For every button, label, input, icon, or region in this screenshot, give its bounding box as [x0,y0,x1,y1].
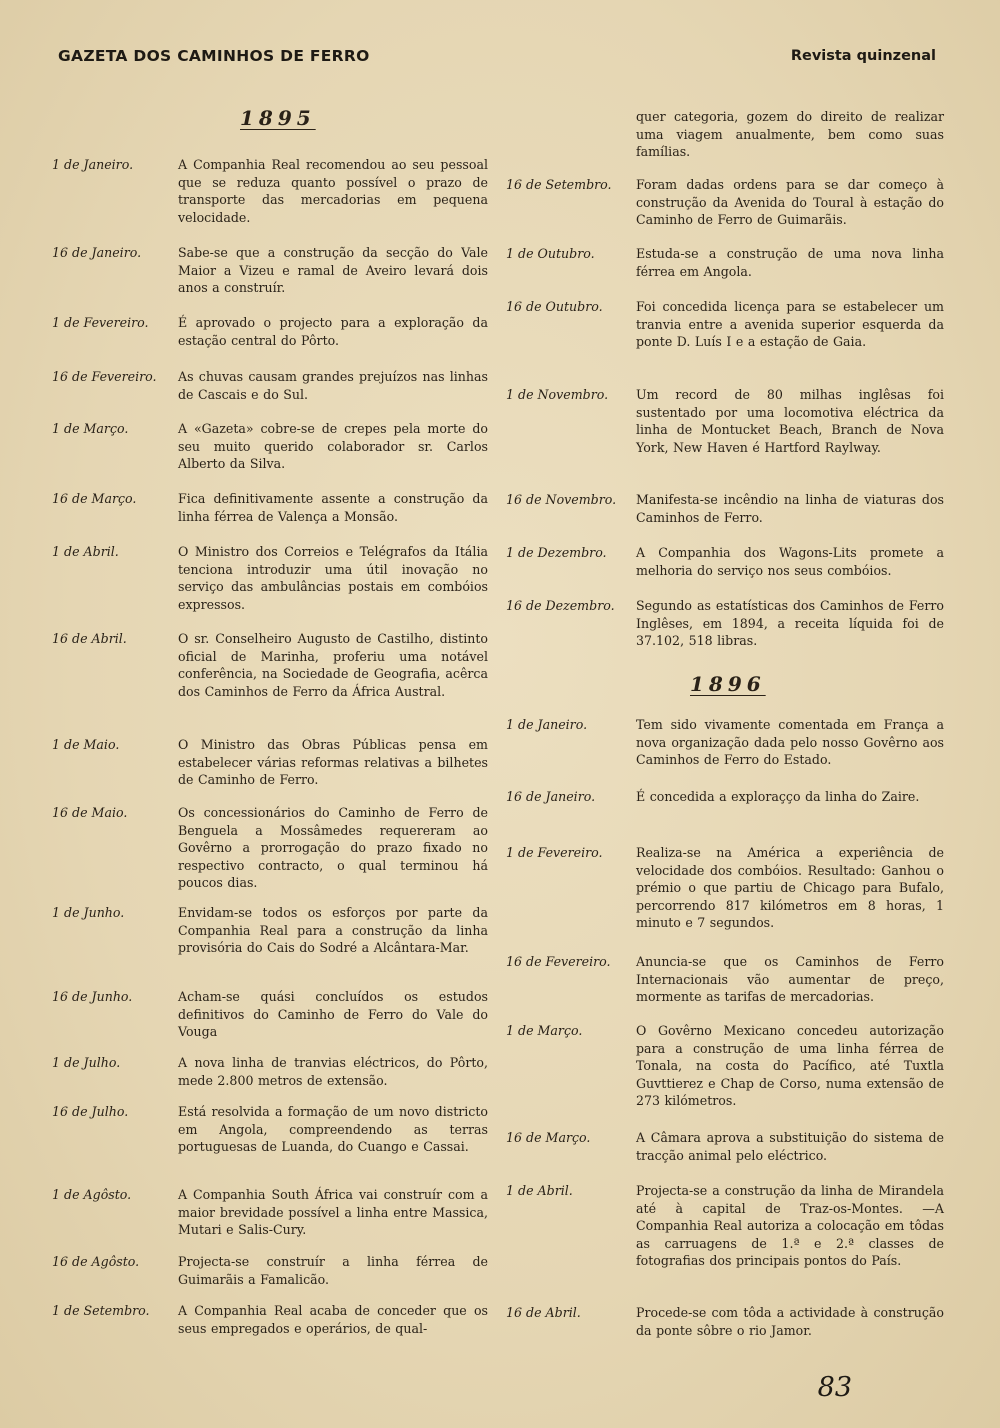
chronology-entry [506,1022,944,1110]
entry-text: A Companhia Real recomendou ao seu pessoal que se reduza quanto possível o prazo de transporte das mercadorias em pequena velocidade. [178,157,488,225]
entry-date: 1 de Setembro. [52,1303,150,1318]
entry-date: 16 de Fevereiro. [506,954,611,969]
entry-text: É concedida a exploraçço da linha do Zaire. [636,789,920,804]
chronology-entry [506,544,944,579]
chronology-entry [506,597,944,650]
entry-text: Estuda-se a construção de uma nova linha férrea em Angola. [636,246,944,279]
entry-date: 1 de Janeiro. [52,157,134,172]
entry-text: Envidam-se todos os esforços por parte da Companhia Real para a construção da linha provisória do Cais do Sodré a Alcântara-Mar. [178,905,488,955]
entry-date: 1 de Março. [506,1023,583,1038]
entry-date: 16 de Julho. [52,1104,129,1119]
entry-text: Os concessionários do Caminho de Ferro de Benguela a Mossâmedes requereram ao Govêrno a prorrogação do prazo fixado no respectivo contracto, o qual terminou há poucos dias. [178,805,488,890]
chronology-entry [506,1304,944,1339]
entry-text: Procede-se com tôda a actividade à construção da ponte sôbre o rio Jamor. [636,1305,944,1338]
entry-date: 16 de Março. [506,1130,591,1145]
chronology-entry [506,491,944,526]
entry-text: O sr. Conselheiro Augusto de Castilho, distinto oficial de Marinha, proferiu uma notável conferência, na Sociedade de Geografia, acêrca dos Caminhos de Ferro da África Austral. [178,631,488,699]
entry-date: 16 de Março. [52,491,137,506]
entry-text: As chuvas causam grandes prejuízos nas linhas de Cascais e do Sul. [178,369,488,402]
entry-date: 1 de Agôsto. [52,1187,132,1202]
entry-date: 1 de Abril. [506,1183,573,1198]
chronology-entry [52,804,488,892]
chronology-entry [506,386,944,456]
chronology-entry [52,988,488,1041]
chronology-entry [52,736,488,789]
entry-text: Tem sido vivamente comentada em França a nova organização dada pelo nosso Govêrno aos Caminhos de Ferro do Estado. [636,717,944,767]
entry-date: 1 de Fevereiro. [506,845,603,860]
year-heading-1895: 1895 [240,106,316,130]
entry-text: Segundo as estatísticas dos Caminhos de Ferro Inglêses, em 1894, a receita líquida foi de 37.102, 518 libras. [636,598,944,648]
chronology-entry [52,1186,488,1239]
continuation-text-block [506,108,944,161]
entry-date: 1 de Março. [52,421,129,436]
chronology-entry [506,176,944,229]
entry-date: 16 de Janeiro. [52,245,142,260]
entry-date: 16 de Dezembro. [506,598,615,613]
entry-date: 16 de Fevereiro. [52,369,157,384]
publication-subtitle: Revista quinzenal [790,48,936,64]
entry-date: 16 de Outubro. [506,299,603,314]
chronology-entry [52,244,488,297]
entry-text: A nova linha de tranvias eléctricos, do Pôrto, mede 2.800 metros de extensão. [178,1055,488,1088]
entry-text: Foi concedida licença para se estabelecer um tranvia entre a avenida superior esquerda da ponte D. Luís I e a estação de Gaia. [636,299,944,349]
chronology-entry [52,1054,488,1089]
chronology-entry [506,844,944,932]
entry-text: Manifesta-se incêndio na linha de viaturas dos Caminhos de Ferro. [636,492,944,525]
entry-date: 16 de Setembro. [506,177,612,192]
entry-date: 1 de Maio. [52,737,120,752]
entry-text: Realiza-se na América a experiência de velocidade dos combóios. Resultado: Ganhou o prémio o que partiu de Chicago para Bufalo, percorrendo 817 kilómetros em 8 horas, 1 minuto e 7 segundos. [636,845,944,930]
entry-date: 1 de Janeiro. [506,717,588,732]
page-number: 83 [817,1372,852,1403]
chronology-entry [506,1182,944,1270]
publication-title: GAZETA DOS CAMINHOS DE FERRO [58,47,370,65]
chronology-entry [506,716,944,769]
entry-date: 16 de Abril. [52,631,127,646]
entry-date: 16 de Novembro. [506,492,617,507]
chronology-entry [52,420,488,473]
entry-text: A Companhia South África vai construír com a maior brevidade possível a linha entre Massica, Mutari e Salis-Cury. [178,1187,488,1237]
entry-date: 16 de Abril. [506,1305,581,1320]
entry-text: A Companhia dos Wagons-Lits promete a melhoria do serviço nos seus combóios. [636,545,944,578]
entry-date: 1 de Novembro. [506,387,609,402]
entry-text: O Ministro dos Correios e Telégrafos da Itália tenciona introduzir uma útil inovação no serviço das ambulâncias postais em combóios expressos. [178,544,488,612]
entry-text: Projecta-se construír a linha férrea de Guimarãis a Famalicão. [178,1254,488,1287]
chronology-entry [52,1302,488,1337]
entry-text: Acham-se quási concluídos os estudos definitivos do Caminho de Ferro do Vale do Vouga [178,989,488,1039]
year-heading-1896: 1896 [690,672,766,696]
chronology-entry [506,298,944,351]
entry-text: A «Gazeta» cobre-se de crepes pela morte do seu muito querido colaborador sr. Carlos Alberto da Silva. [178,421,488,471]
chronology-entry [506,1129,944,1164]
entry-text: O Ministro das Obras Públicas pensa em estabelecer várias reformas relativas a bilhetes de Caminho de Ferro. [178,737,488,787]
entry-date: 1 de Abril. [52,544,119,559]
entry-date: 16 de Junho. [52,989,133,1004]
entry-date: 1 de Junho. [52,905,125,920]
entry-text: Anuncia-se que os Caminhos de Ferro Internacionais vão aumentar de preço, mormente as tarifas de mercadorias. [636,954,944,1004]
entry-date: 1 de Outubro. [506,246,595,261]
chronology-entry [52,314,488,349]
chronology-entry [52,368,488,403]
chronology-entry [506,788,944,806]
chronology-entry [52,490,488,525]
entry-text: Um record de 80 milhas inglêsas foi sustentado por uma locomotiva eléctrica da linha de Montucket Beach, Branch de Nova York, New Haven é Hartford Raylway. [636,387,944,455]
entry-text: Foram dadas ordens para se dar começo à construção da Avenida do Toural à estação do Caminho de Ferro de Guimarãis. [636,177,944,227]
entry-date: 16 de Maio. [52,805,128,820]
chronology-entry [52,156,488,226]
entry-text: Fica definitivamente assente a construção da linha férrea de Valença a Monsão. [178,491,488,524]
entry-date: 16 de Agôsto. [52,1254,140,1269]
entry-date: 1 de Dezembro. [506,545,607,560]
entry-text: A Companhia Real acaba de conceder que os seus empregados e operários, de qual- [178,1303,488,1336]
chronology-entry [52,1253,488,1288]
entry-text: Sabe-se que a construção da secção do Vale Maior a Vizeu e ramal de Aveiro levará dois anos a construír. [178,245,488,295]
entry-text: Projecta-se a construção da linha de Mirandela até à capital de Traz-os-Montes. —A Companhia Real autoriza a colocação em tôdas as carruagens de 1.ª e 2.ª classes de fotografias dos principais pontos do País. [636,1183,944,1268]
chronology-entry [52,904,488,957]
entry-date: 1 de Fevereiro. [52,315,149,330]
chronology-entry [52,630,488,700]
entry-text-continuation: quer categoria, gozem do direito de realizar uma viagem anualmente, bem como suas famílias. [636,109,944,159]
entry-text: A Câmara aprova a substituição do sistema de tracção animal pelo eléctrico. [636,1130,944,1163]
chronology-entry [506,245,944,280]
chronology-entry [506,953,944,1006]
chronology-entry [52,1103,488,1156]
entry-text: É aprovado o projecto para a exploração da estação central do Pôrto. [178,315,488,348]
entry-text: O Govêrno Mexicano concedeu autorização para a construção de uma linha férrea de Tonala, na costa do Pacífico, até Tuxtla Guvttierez e Chap de Corso, numa extensão de 273 kilómetros. [636,1023,944,1108]
entry-date: 16 de Janeiro. [506,789,596,804]
entry-text: Está resolvida a formação de um novo districto em Angola, compreendendo as terras portuguesas de Luanda, do Cuango e Cassai. [178,1104,488,1154]
entry-date: 1 de Julho. [52,1055,121,1070]
chronology-entry [52,543,488,613]
